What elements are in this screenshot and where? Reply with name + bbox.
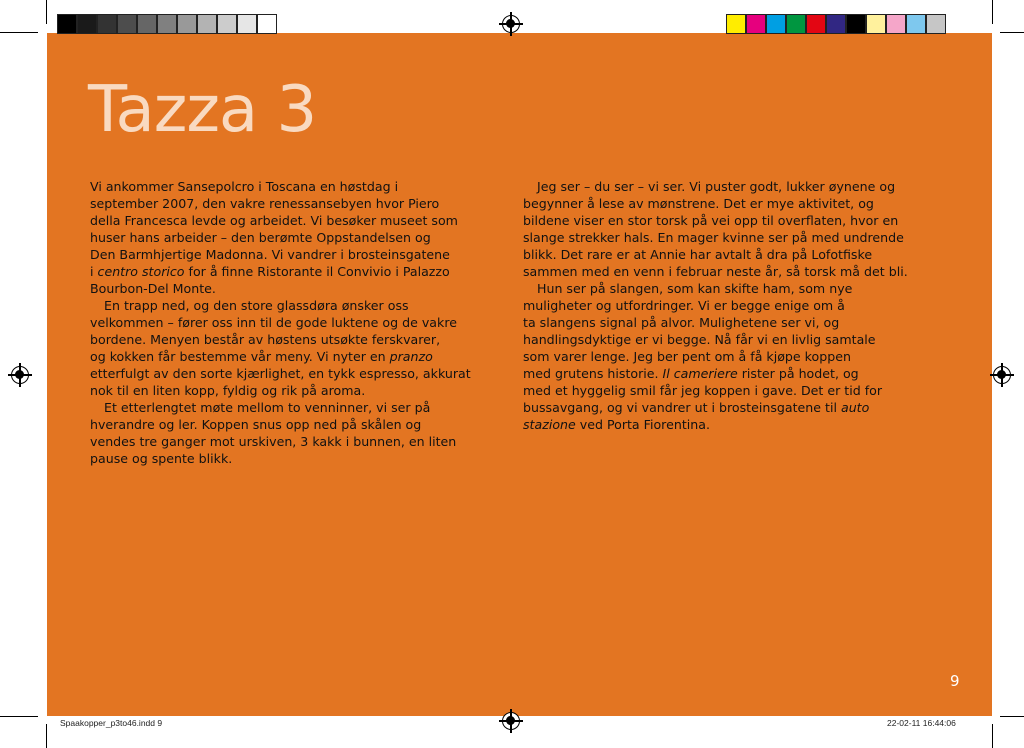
grayscale-swatch xyxy=(77,14,97,34)
text-run: Hun ser på slangen, som kan skifte ham, som nye muligheter og utfordringer. Vi er begge enige om å ta slangens signal på alvor. Mulighetene ser vi, og handlingsdyktige er vi begge. Nå får vi en livlig samtale som varer lenge. Jeg ber pent om å få kjøpe koppen med grutens historie. xyxy=(523,281,876,381)
grayscale-swatch xyxy=(257,14,277,34)
color-swatch xyxy=(926,14,946,34)
text-run: rister på hodet, og med et hyggelig smil får jeg koppen i gave. Det er tid for bussavgang, og vi vandrer ut i brosteinsgatene til xyxy=(523,366,883,415)
grayscale-swatch xyxy=(217,14,237,34)
color-swatch xyxy=(866,14,886,34)
italic-text: centro storico xyxy=(97,264,185,279)
cmyk-color-bar xyxy=(726,14,946,34)
text-run: Et etterlengtet møte mellom to venninner, vi ser på hverandre og ler. Koppen snus opp ned på skålen og vendes tre ganger mot urskiven, 3 kakk i bunnen, en liten pause og spente blikk. xyxy=(90,400,457,466)
crop-mark xyxy=(46,724,47,748)
right-text-column xyxy=(523,178,943,433)
text-run: Jeg ser – du ser – vi ser. Vi puster godt, lukker øynene og begynner å lese av mønstrene. Det er mye aktivitet, og bildene viser en stor torsk på vei opp til overflaten, hvor en slange strekker hals. En mager kvinne ser på med undrende blikk. Det rare er at Annie har avtalt å dra på Lofotfiske sammen med en venn i februar neste år, så torsk må det bli. xyxy=(523,179,908,279)
paragraph xyxy=(90,178,510,297)
grayscale-swatch xyxy=(177,14,197,34)
registration-mark-icon xyxy=(993,366,1011,384)
paragraph xyxy=(90,399,510,467)
color-swatch xyxy=(786,14,806,34)
italic-text: auto stazione xyxy=(523,400,870,432)
registration-mark-icon xyxy=(11,366,29,384)
grayscale-swatch xyxy=(157,14,177,34)
grayscale-swatch xyxy=(137,14,157,34)
text-run: for å finne Ristorante il Convivio i Palazzo Bourbon-Del Monte. xyxy=(90,264,450,296)
page-number: 9 xyxy=(950,672,960,690)
crop-mark xyxy=(1000,716,1024,717)
paragraph xyxy=(90,297,510,399)
slug-filename: Spaakopper_p3to46.indd 9 xyxy=(60,718,163,728)
text-run: Vi ankommer Sansepolcro i Toscana en høstdag i september 2007, den vakre renessansebyen hvor Piero della Francesca levde og arbeidet. Vi besøker museet som huser hans arbeider – den berømte Oppstandelsen og Den Barmhjertige Madonna. Vi vandrer i brosteinsgatene i xyxy=(90,179,458,279)
slug-timestamp: 22-02-11 16:44:06 xyxy=(887,718,956,728)
color-swatch xyxy=(846,14,866,34)
color-swatch xyxy=(886,14,906,34)
color-swatch xyxy=(766,14,786,34)
color-swatch xyxy=(726,14,746,34)
text-run: etterfulgt av den sorte kjærlighet, en tykk espresso, akkurat nok til en liten kopp, fyldig og rik på aroma. xyxy=(90,366,471,398)
color-swatch xyxy=(806,14,826,34)
paragraph xyxy=(523,178,943,280)
paragraph xyxy=(523,280,943,433)
color-swatch xyxy=(906,14,926,34)
grayscale-swatch xyxy=(97,14,117,34)
grayscale-swatch xyxy=(117,14,137,34)
page-title: Tazza 3 xyxy=(88,73,317,147)
color-swatch xyxy=(746,14,766,34)
left-text-column xyxy=(90,178,510,467)
crop-mark xyxy=(992,0,993,24)
text-run: ved Porta Fiorentina. xyxy=(575,417,710,432)
crop-mark xyxy=(46,0,47,24)
italic-text: Il cameriere xyxy=(662,366,738,381)
text-run: En trapp ned, og den store glassdøra ønsker oss velkommen – fører oss inn til de gode luktene og de vakre bordene. Menyen består av høstens utsøkte ferskvarer, og kokken får bestemme vår meny. Vi nyter en xyxy=(90,298,457,364)
registration-mark-icon xyxy=(502,712,520,730)
grayscale-color-bar xyxy=(57,14,277,34)
color-swatch xyxy=(826,14,846,34)
italic-text: pranzo xyxy=(389,349,433,364)
crop-mark xyxy=(0,716,38,717)
registration-mark-icon xyxy=(502,15,520,33)
grayscale-swatch xyxy=(57,14,77,34)
grayscale-swatch xyxy=(237,14,257,34)
crop-mark xyxy=(992,724,993,748)
grayscale-swatch xyxy=(197,14,217,34)
crop-mark xyxy=(1000,32,1024,33)
crop-mark xyxy=(0,32,38,33)
